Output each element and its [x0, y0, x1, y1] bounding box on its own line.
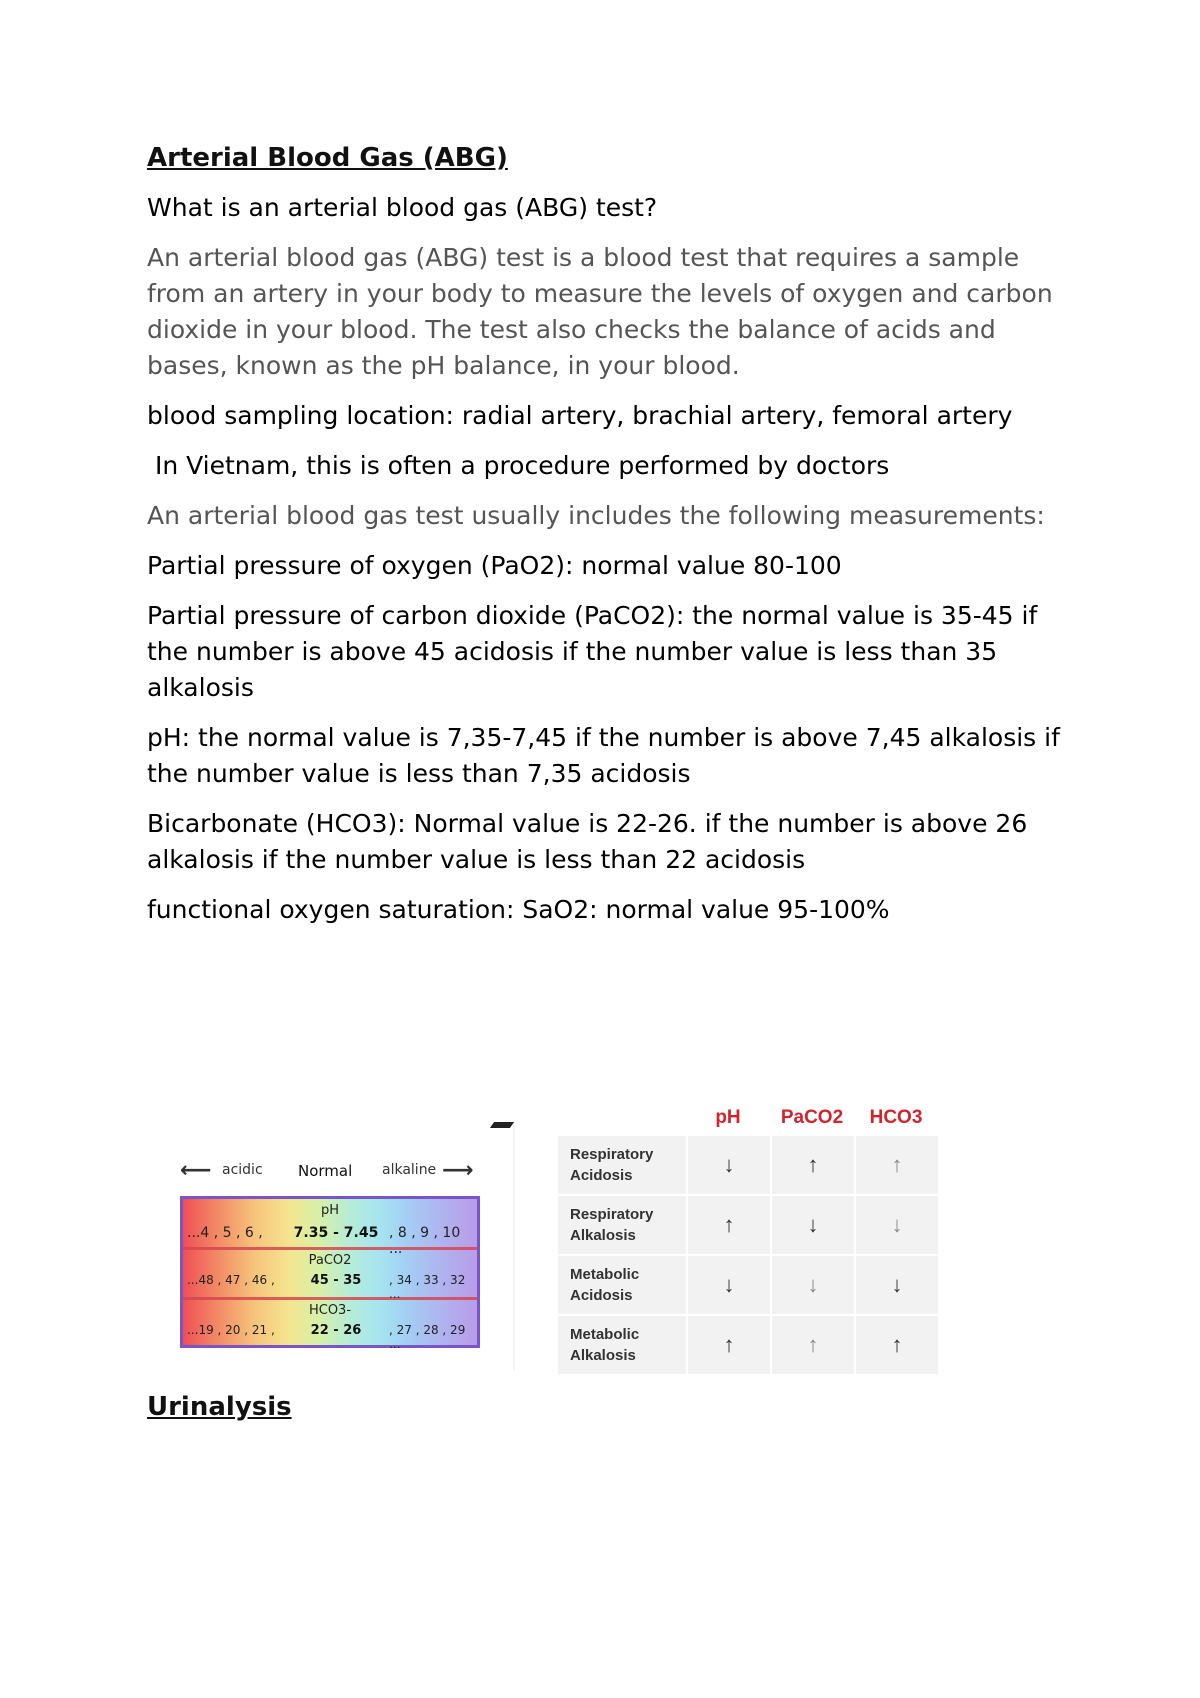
acid-base-table [558, 1100, 938, 1376]
hco3-arrow-icon: ↑ [854, 1136, 938, 1194]
table-header-row [558, 1102, 938, 1134]
scale-row-left: ...48 , 47 , 46 , [187, 1273, 275, 1287]
acidic-label: acidic [222, 1162, 263, 1178]
paco2-arrow-icon: ↑ [770, 1316, 854, 1374]
scale-row-label: HCO3- [308, 1303, 352, 1318]
pao2-paragraph: Partial pressure of oxygen (PaO2): normal value 80-100 [147, 551, 842, 580]
question-paragraph: What is an arterial blood gas (ABG) test? [147, 193, 658, 222]
row-label: Metabolic Alkalosis [558, 1316, 686, 1374]
ph-arrow-icon: ↓ [686, 1136, 770, 1194]
table-row [558, 1316, 938, 1374]
hco3-paragraph: Bicarbonate (HCO3): Normal value is 22-26. if the number is above 26 alkalosis if the number value is less than 22 acidosis [147, 809, 1028, 874]
scale-row-label: PaCO2 [308, 1253, 352, 1268]
ph-arrow-icon: ↓ [686, 1256, 770, 1314]
paco2-header: PaCO2 [780, 1107, 844, 1128]
vietnam-note-paragraph: In Vietnam, this is often a procedure performed by doctors [147, 451, 890, 480]
scale-row-label: pH [320, 1203, 340, 1218]
urinalysis-heading: Urinalysis [147, 1392, 292, 1422]
page-title: Arterial Blood Gas (ABG) [147, 143, 508, 173]
scale-row-left: ...4 , 5 , 6 , [187, 1225, 263, 1241]
scale-row-normal: 22 - 26 [310, 1323, 362, 1338]
row-label: Respiratory Acidosis [558, 1136, 686, 1194]
intro-paragraph: An arterial blood gas (ABG) test is a blood test that requires a sample from an artery in your body to measure the levels of oxygen and carbon dioxide in your blood. The test also checks the balance of acids and bases, known as the pH balance, in your blood. [147, 243, 1053, 380]
figure-mark [490, 1122, 514, 1128]
hco3-arrow-icon: ↑ [854, 1316, 938, 1374]
left-arrow-icon: ⟵ [180, 1158, 212, 1183]
ph-header: pH [715, 1107, 741, 1128]
table-row [558, 1136, 938, 1194]
hco3-header: HCO3 [869, 1107, 923, 1128]
sao2-paragraph: functional oxygen saturation: SaO2: normal value 95-100% [147, 895, 890, 924]
scale-row-right: , 27 , 28 , 29 ... [389, 1323, 466, 1351]
sampling-location-paragraph: blood sampling location: radial artery, brachial artery, femoral artery [147, 401, 1013, 430]
document-body [147, 140, 1067, 942]
ph-scale-bar [180, 1196, 480, 1351]
normal-label: Normal [298, 1162, 353, 1180]
table-row [558, 1256, 938, 1314]
scale-direction-row [170, 1158, 474, 1184]
scale-row-normal: 45 - 35 [310, 1273, 362, 1288]
hco3-arrow-icon: ↓ [854, 1196, 938, 1254]
ph-paragraph: pH: the normal value is 7,35-7,45 if the number is above 7,45 alkalosis if the number value is less than 7,35 acidosis [147, 723, 1060, 788]
measurements-intro-paragraph: An arterial blood gas test usually includes the following measurements: [147, 501, 1045, 530]
paco2-arrow-icon: ↑ [770, 1136, 854, 1194]
row-label: Metabolic Acidosis [558, 1256, 686, 1314]
hco3-arrow-icon: ↓ [854, 1256, 938, 1314]
ph-arrow-icon: ↑ [686, 1316, 770, 1374]
figure-edge [513, 1120, 515, 1370]
scale-row-right: , 8 , 9 , 10 ... [389, 1225, 461, 1257]
paco2-arrow-icon: ↓ [770, 1196, 854, 1254]
ph-arrow-icon: ↑ [686, 1196, 770, 1254]
scale-row-normal: 7.35 - 7.45 [293, 1225, 379, 1241]
scale-row-right: , 34 , 33 , 32 ... [389, 1273, 466, 1301]
right-arrow-icon: ⟶ [442, 1158, 474, 1183]
table-row [558, 1196, 938, 1254]
ph-scale-figure [170, 1120, 515, 1368]
alkaline-label: alkaline [382, 1162, 437, 1178]
paco2-arrow-icon: ↓ [770, 1256, 854, 1314]
row-label: Respiratory Alkalosis [558, 1196, 686, 1254]
paco2-paragraph: Partial pressure of carbon dioxide (PaCO2): the normal value is 35-45 if the number is above 45 acidosis if the number value is less than 35 alkalosis [147, 601, 1038, 702]
scale-row-left: ...19 , 20 , 21 , [187, 1323, 275, 1337]
